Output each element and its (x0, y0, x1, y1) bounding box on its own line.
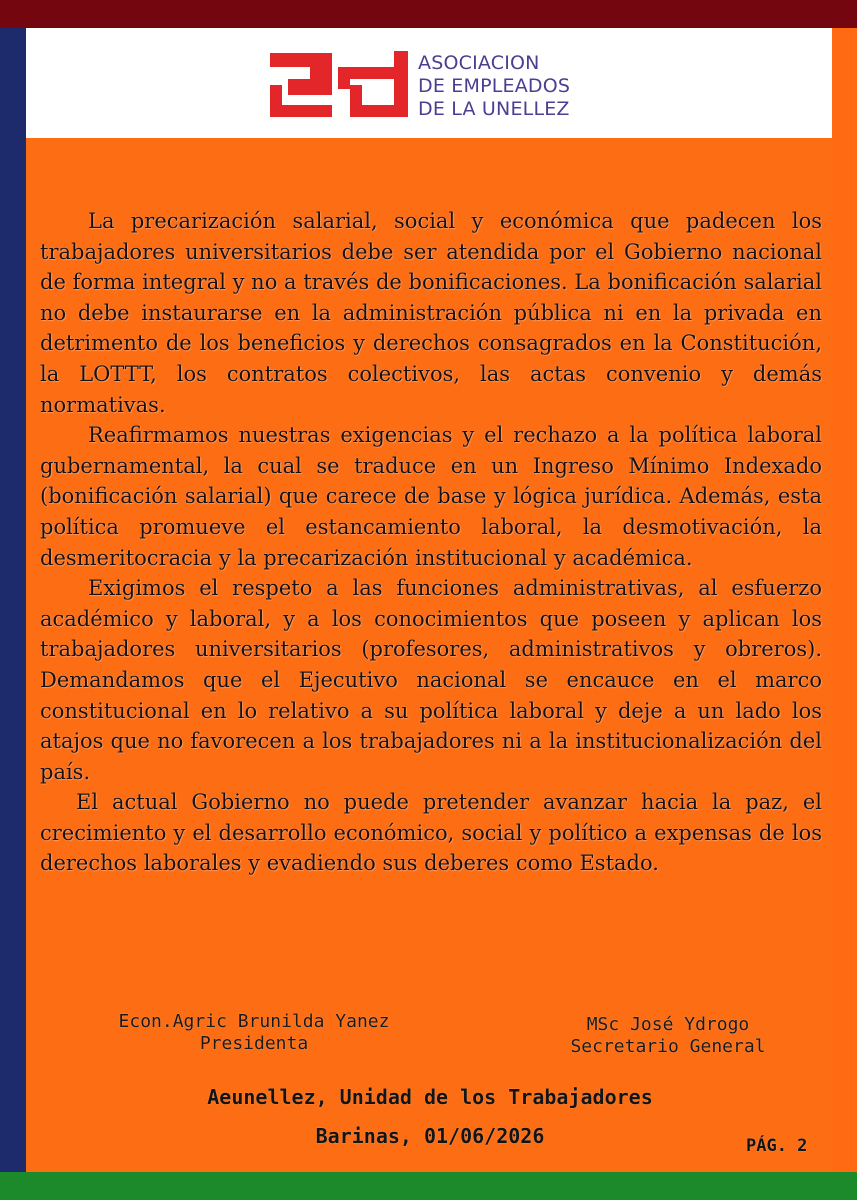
secretary-name: MSc José Ydrogo (586, 1014, 750, 1035)
aeu-logo-icon (266, 45, 412, 123)
org-name-line-1: ASOCIACION (418, 52, 540, 74)
top-color-bar (0, 0, 857, 28)
footer-place-date: Barinas, 01/06/2026 (315, 1124, 545, 1148)
right-color-bar (832, 28, 857, 1174)
paragraph-1: La precarización salarial, social y económica que padecen los trabajadores universitarios debe ser atendida por el Gobierno nacional de forma integral y no a través de bonificaciones. La bonificación salarial no debe instaurarse en la administración pública ni en la privada en detrimento de los beneficios y derechos consagrados en la Constitución, la LOTTT, los contratos colectivos, las actas convenio y demás normativas. (40, 209, 822, 417)
org-name-line-2: DE EMPLEADOS (418, 75, 571, 97)
president-title: Presidenta (199, 1033, 309, 1054)
paragraph-4: El actual Gobierno no puede pretender avanzar hacia la paz, el crecimiento y el desarrollo económico, social y político a expensas de los derechos laborales y evadiendo sus deberes como Estado. (40, 790, 822, 876)
footer-motto: Aeunellez, Unidad de los Trabajadores (207, 1085, 653, 1109)
statement-body (40, 206, 822, 879)
bottom-color-bar (0, 1172, 857, 1200)
president-name: Econ.Agric Brunilda Yanez (118, 1011, 390, 1032)
header-banner (26, 28, 832, 138)
left-color-bar (0, 28, 26, 1174)
organization-name (418, 52, 570, 121)
signature-secretary (548, 1014, 788, 1058)
page-number: PÁG. 2 (746, 1136, 808, 1156)
paragraph-2: Reafirmamos nuestras exigencias y el rechazo a la política laboral gubernamental, la cual se traduce en un Ingreso Mínimo Indexado (bonificación salarial) que carece de base y lógica jurídica. Además, esta política promueve el estancamiento laboral, la desmotivación, la desmeritocracia y la precarización institucional y académica. (40, 423, 822, 570)
signature-president (86, 1011, 422, 1055)
paragraph-3: Exigimos el respeto a las funciones administrativas, al esfuerzo académico y laboral, y a los conocimientos que poseen y aplican los trabajadores universitarios (profesores, administrativos y obreros). Demandamos que el Ejecutivo nacional se encauce en el marco constitucional en lo relativo a su política laboral y deje a un lado los atajos que no favorecen a los trabajadores ni a la institucionalización del país. (40, 576, 822, 784)
secretary-title: Secretario General (570, 1036, 766, 1057)
org-name-line-3: DE LA UNELLEZ (418, 98, 570, 120)
